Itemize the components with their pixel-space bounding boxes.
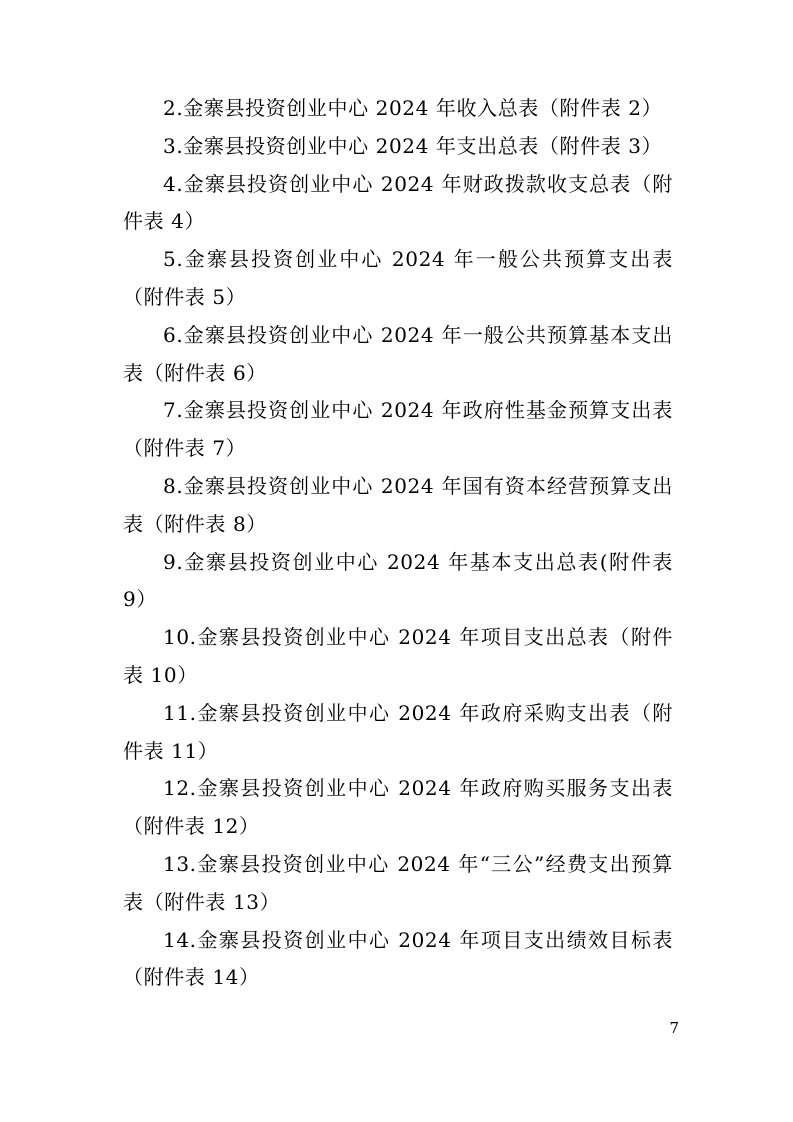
attachment-item-4: 4.金寨县投资创业中心 2024 年财政拨款收支总表（附件表 4） [123,171,673,234]
page-number: 7 [669,1019,679,1037]
attachment-item-2: 2.金寨县投资创业中心 2024 年收入总表（附件表 2） [163,96,663,120]
attachment-item-8: 8.金寨县投资创业中心 2024 年国有资本经营预算支出表（附件表 8） [123,473,673,536]
attachment-item-5: 5.金寨县投资创业中心 2024 年一般公共预算支出表（附件表 5） [123,247,673,309]
attachment-item-14: 14.金寨县投资创业中心 2024 年项目支出绩效目标表（附件表 14） [123,927,673,990]
attachment-list [123,90,673,997]
attachment-item-3: 3.金寨县投资创业中心 2024 年支出总表（附件表 3） [163,133,663,158]
attachment-item-12: 12.金寨县投资创业中心 2024 年政府购买服务支出表（附件表 12） [123,776,673,839]
attachment-item-10: 10.金寨县投资创业中心 2024 年项目支出总表（附件表 10） [123,625,673,687]
attachment-item-11: 11.金寨县投资创业中心 2024 年政府采购支出表（附件表 11） [123,700,673,763]
attachment-item-9: 9.金寨县投资创业中心 2024 年基本支出总表(附件表 9） [123,549,673,612]
attachment-item-6: 6.金寨县投资创业中心 2024 年一般公共预算基本支出表（附件表 6） [123,322,673,385]
attachment-item-7: 7.金寨县投资创业中心 2024 年政府性基金预算支出表（附件表 7） [123,398,673,461]
attachment-item-13: 13.金寨县投资创业中心 2024 年“三公”经费支出预算表（附件表 13） [123,851,673,914]
